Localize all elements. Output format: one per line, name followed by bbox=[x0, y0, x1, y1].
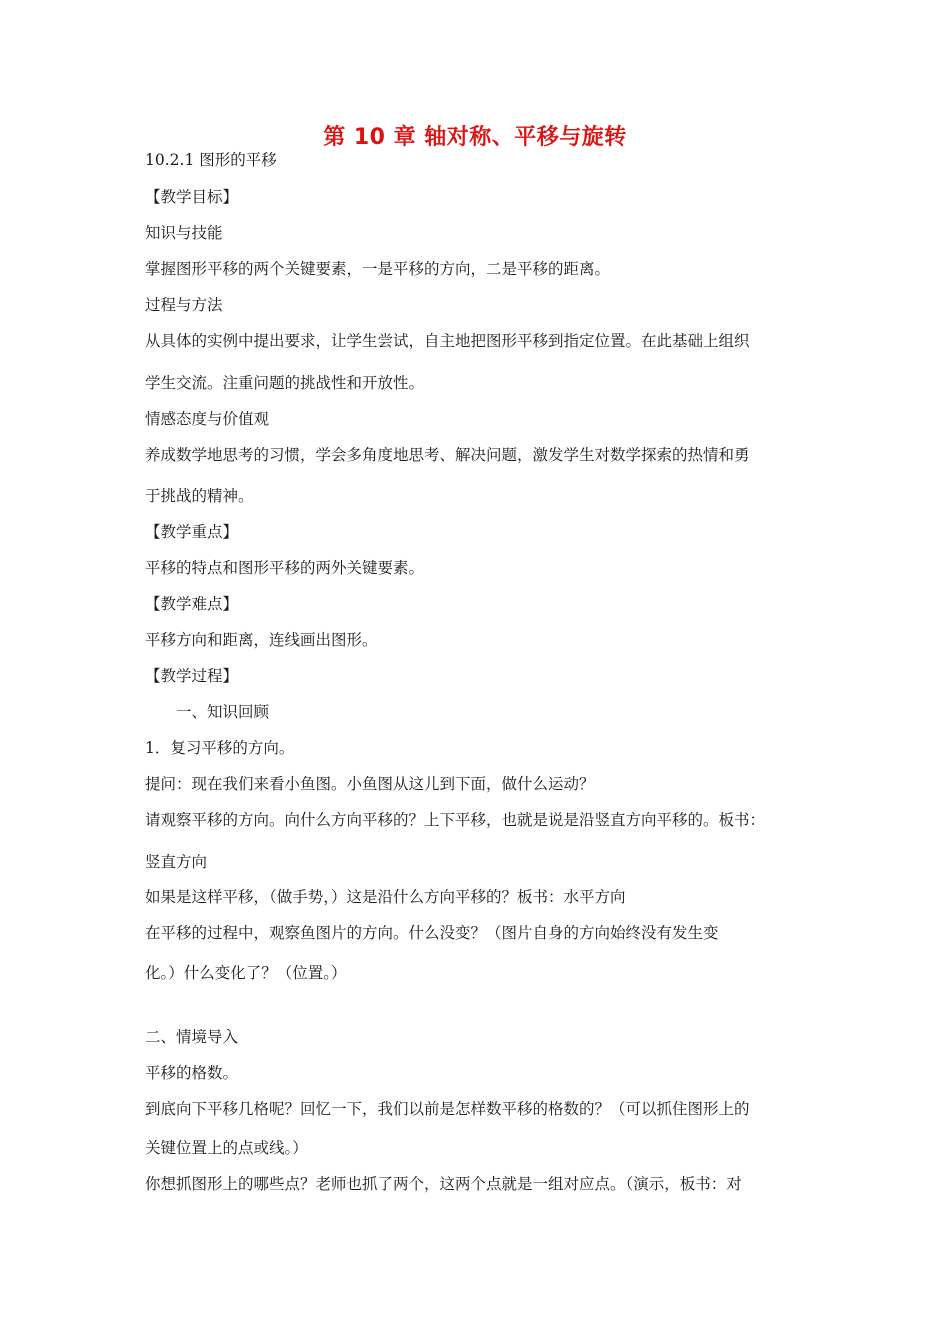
subsection-heading: 一、知识回顾 bbox=[176, 703, 270, 721]
paragraph-line: 从具体的实例中提出要求，让学生尝试，自主地把图形平移到指定位置。在此基础上组织 bbox=[145, 332, 750, 350]
paragraph-line: 如果是这样平移，（做手势，）这是沿什么方向平移的？板书：水平方向 bbox=[145, 888, 626, 906]
paragraph-line: 平移的格数。 bbox=[145, 1064, 239, 1082]
paragraph-line: 提问：现在我们来看小鱼图。小鱼图从这儿到下面，做什么运动？ bbox=[145, 775, 595, 793]
paragraph-line: 你想抓图形上的哪些点？老师也抓了两个，这两个点就是一组对应点。（演示，板书：对 bbox=[145, 1175, 742, 1193]
section-heading: 10.2.1 图形的平移 bbox=[145, 151, 277, 169]
paragraph-line: 在平移的过程中，观察鱼图片的方向。什么没变？（图片自身的方向始终没有发生变 bbox=[145, 924, 719, 942]
paragraph-line: 学生交流。注重问题的挑战性和开放性。 bbox=[145, 374, 425, 392]
knowledge-skills-heading: 知识与技能 bbox=[145, 224, 223, 242]
paragraph-line: 到底向下平移几格呢？回忆一下，我们以前是怎样数平移的格数的？（可以抓住图形上的 bbox=[145, 1100, 750, 1118]
process-method-heading: 过程与方法 bbox=[145, 296, 223, 314]
paragraph-line: 请观察平移的方向。向什么方向平移的？上下平移，也就是说是沿竖直方向平移的。板书： bbox=[145, 811, 766, 829]
paragraph-line: 掌握图形平移的两个关键要素，一是平移的方向，二是平移的距离。 bbox=[145, 260, 611, 278]
paragraph-line: 平移方向和距离，连线画出图形。 bbox=[145, 631, 378, 649]
numbered-item: 1．复习平移的方向。 bbox=[145, 739, 295, 757]
difficulties-heading: 【教学难点】 bbox=[145, 595, 239, 613]
paragraph-line: 养成数学地思考的习惯，学会多角度地思考、解决问题，激发学生对数学探索的热情和勇 bbox=[145, 446, 750, 464]
paragraph-line: 化。）什么变化了？（位置。） bbox=[145, 964, 347, 982]
teaching-goals-heading: 【教学目标】 bbox=[145, 188, 239, 206]
subsection-heading: 二、情境导入 bbox=[145, 1028, 239, 1046]
teaching-process-heading: 【教学过程】 bbox=[145, 667, 239, 685]
paragraph-line: 于挑战的精神。 bbox=[145, 487, 254, 505]
key-points-heading: 【教学重点】 bbox=[145, 523, 239, 541]
paragraph-line: 平移的特点和图形平移的两外关键要素。 bbox=[145, 559, 425, 577]
attitude-values-heading: 情感态度与价值观 bbox=[145, 410, 270, 428]
paragraph-line: 关键位置上的点或线。） bbox=[145, 1139, 308, 1157]
paragraph-line: 竖直方向 bbox=[145, 853, 208, 871]
chapter-title: 第 10 章 轴对称、平移与旋转 bbox=[323, 125, 627, 150]
